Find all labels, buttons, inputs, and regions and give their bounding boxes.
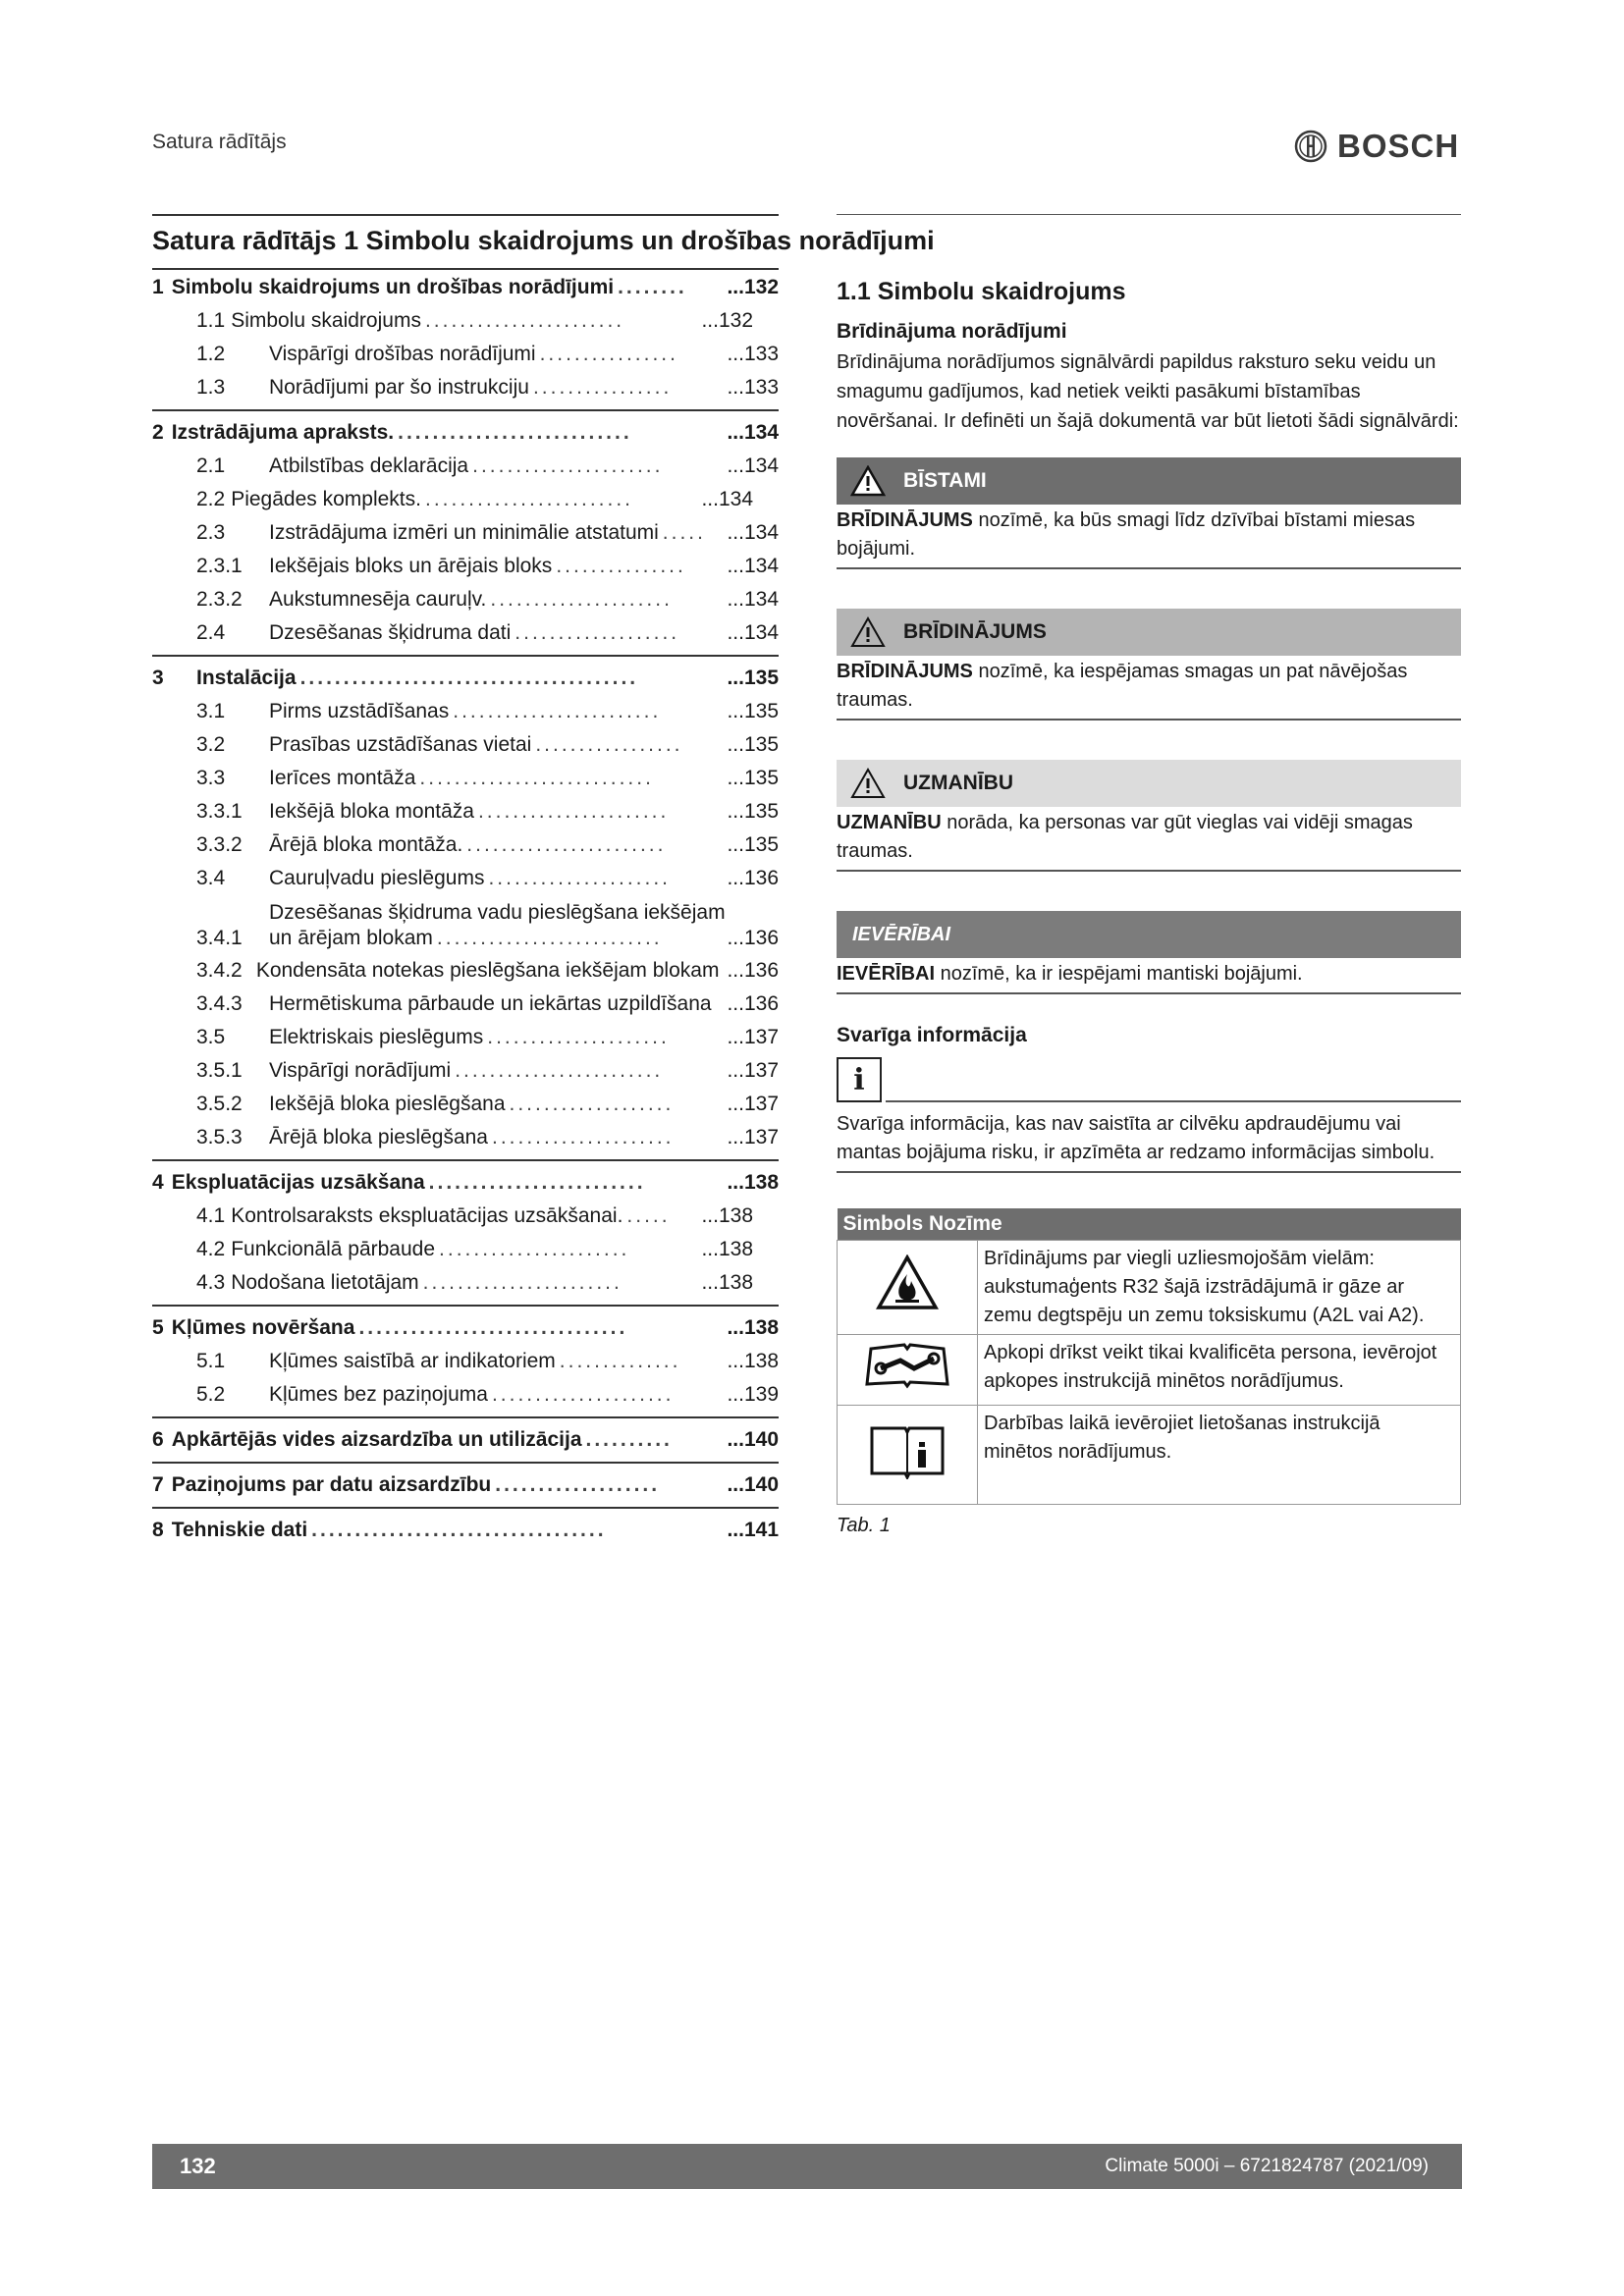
toc-entry-label: Izstrādājuma apraksts.	[171, 421, 395, 444]
toc-entry-label: Kļūmes novēršana	[171, 1316, 355, 1339]
toc-entry[interactable]	[152, 1053, 779, 1087]
toc-entry-number: 1.2	[196, 343, 226, 365]
toc-entry[interactable]	[152, 449, 779, 482]
toc-entry-number: 3.3	[196, 767, 226, 789]
toc-entry-number: 3.5.3	[196, 1126, 243, 1148]
toc-leader-dots: .................	[535, 733, 683, 756]
toc-entry-label: Ekspluatācijas uzsākšana	[171, 1171, 425, 1194]
warnings-intro: Brīdinājuma norādījumos signālvārdi papildus raksturo seku veidu un smagumu gadījumos, kad netiek veikti pasākumi bīstamības novēršanai. Ir definēti un šajā dokumentā var būt lietoti šādi signālvārdi:	[837, 351, 1459, 432]
toc-entry-label: Paziņojums par datu aizsardzību	[171, 1473, 492, 1496]
danger-label: BĪSTAMI	[903, 469, 987, 492]
toc-leader-dots: .......................	[422, 1271, 623, 1294]
toc-leader-dots: .....................	[490, 588, 673, 611]
toc-entry-page: ...132	[727, 276, 779, 298]
toc-entry[interactable]	[152, 370, 779, 403]
toc-leader-dots: ......................	[439, 1238, 630, 1260]
toc-entry-label: Hermētiskuma pārbaude un iekārtas uzpildīšana	[269, 992, 712, 1015]
toc-entry[interactable]	[152, 1377, 779, 1411]
toc-entry-number: 2.2	[196, 488, 226, 510]
toc-leader-dots: ................	[532, 376, 673, 399]
info-symbol-row	[837, 1057, 1461, 1102]
toc-entry-number: 2.3.1	[196, 555, 243, 577]
toc-entry[interactable]	[152, 1020, 779, 1053]
toc-entry-number: 3.4.2	[196, 959, 243, 982]
toc-leader-dots: ........	[618, 276, 687, 298]
symbol-table-header: Simbols Nozīme	[838, 1208, 1461, 1241]
toc-leader-dots: ..........................	[436, 927, 663, 949]
toc-entry-number: 3.5.1	[196, 1059, 243, 1082]
toc-entry-page: ...134	[727, 521, 779, 544]
danger-bar	[837, 457, 1461, 505]
caution-label: UZMANĪBU	[903, 772, 1013, 794]
toc-entry[interactable]	[152, 761, 779, 794]
toc-entry-page: ...141	[727, 1519, 779, 1541]
toc-entry-number: 5.2	[196, 1383, 226, 1406]
toc-entry-page: ...134	[727, 555, 779, 577]
toc-leader-dots: .....................	[491, 1383, 675, 1406]
toc-entry-page: ...135	[727, 800, 779, 823]
toc-entry-number: 4	[152, 1171, 164, 1194]
toc-entry-label-cont: un ārējam blokam	[269, 927, 433, 949]
toc-entry-page: ...135	[727, 733, 779, 756]
toc-entry-label: Dzesēšanas šķidruma dati	[269, 621, 512, 644]
toc-entry-page: ...137	[727, 1126, 779, 1148]
toc-entry-label: Vispārīgi norādījumi	[269, 1059, 452, 1082]
toc-entry[interactable]	[152, 515, 779, 549]
toc-entry-page: ...132	[701, 309, 753, 332]
toc-leader-dots: ................	[539, 343, 678, 365]
warning-text: BRĪDINĀJUMS nozīmē, ka iespējamas smagas un pat nāvējošas traumas.	[837, 658, 1461, 721]
toc-entry-page: ...134	[727, 454, 779, 477]
toc-entry-label: Kontrolsaraksts ekspluatācijas uzsākšanai.	[231, 1204, 623, 1227]
toc-entry-number: 2	[152, 421, 164, 444]
table-cell-text: Darbības laikā ievērojiet lietošanas instrukcijā minētos norādījumus.	[978, 1406, 1461, 1505]
toc-leader-dots: ......................	[472, 454, 664, 477]
toc-leader-dots: .......................	[466, 833, 667, 856]
toc-entry-label: Pirms uzstādīšanas	[269, 700, 450, 722]
toc-entry-page: ...136	[727, 959, 779, 982]
info-icon: i	[837, 1057, 882, 1102]
toc-entry-label: Ierīces montāža	[269, 767, 416, 789]
warning-triangle-icon	[850, 465, 886, 497]
toc-entry[interactable]	[152, 415, 779, 449]
toc-entry[interactable]	[152, 1120, 779, 1153]
toc-entry-label: Ārējā bloka montāža.	[269, 833, 463, 856]
toc-entry-page: ...140	[727, 1473, 779, 1496]
toc-entry-number: 3.2	[196, 733, 226, 756]
warning-triangle-icon	[850, 616, 886, 648]
flammable-warning-icon	[876, 1255, 939, 1311]
warning-label: BRĪDINĀJUMS	[903, 620, 1047, 643]
toc-entry-page: ...134	[727, 588, 779, 611]
toc-entry-number: 3.4.3	[196, 992, 243, 1015]
toc-entry[interactable]	[152, 615, 779, 649]
toc-entry-page: ...135	[727, 767, 779, 789]
toc-entry-label: Tehniskie dati	[171, 1519, 308, 1541]
toc-entry-number: 3.3.1	[196, 800, 243, 823]
toc-entry-label: Nodošana lietotājam	[231, 1271, 419, 1294]
toc-entry-number: 7	[152, 1473, 164, 1496]
caution-text: UZMANĪBU norāda, ka personas var gūt vieglas vai vidēji smagas traumas.	[837, 809, 1461, 872]
toc-entry[interactable]	[152, 727, 779, 761]
warning-triangle-icon	[850, 768, 886, 799]
bosch-logo	[1294, 126, 1459, 167]
toc-list	[152, 270, 779, 1546]
toc-entry-page: ...137	[727, 1026, 779, 1048]
toc-entry[interactable]	[152, 953, 779, 987]
toc-entry-page: ...137	[727, 1093, 779, 1115]
footer-bar	[152, 2144, 1462, 2189]
toc-entry-number: 3.4.1	[196, 927, 243, 949]
toc-entry[interactable]	[152, 482, 779, 515]
toc-entry-number: 8	[152, 1519, 164, 1541]
toc-leader-dots: .....................	[488, 867, 671, 889]
toc-entry-label: Funkcionālā pārbaude	[231, 1238, 436, 1260]
toc-leader-dots: ..........	[585, 1428, 673, 1451]
info-text: Svarīga informācija, kas nav saistīta ar cilvēku apdraudējumu vai mantas bojājuma risku, ir apzīmēta ar redzamo informācijas simbolu.	[837, 1110, 1461, 1173]
toc-entry-page: ...138	[701, 1204, 753, 1227]
toc-entry-label: Simbolu skaidrojums un drošības norādījumi	[171, 276, 615, 298]
toc-entry-page: ...134	[701, 488, 753, 510]
toc-leader-dots: .....................	[491, 1126, 675, 1148]
toc-entry[interactable]	[152, 549, 779, 582]
toc-entry-label: Elektriskais pieslēgums	[269, 1026, 484, 1048]
toc-entry-label: Dzesēšanas šķidruma vadu pieslēgšana iekšējam	[269, 901, 726, 924]
operating-manual-icon	[868, 1422, 947, 1479]
header-title: Satura rādītājs	[152, 131, 287, 153]
toc-entry-number: 4.1	[196, 1204, 226, 1227]
warnings-heading: Brīdinājuma norādījumi	[837, 320, 1067, 343]
toc-entry[interactable]	[152, 1468, 779, 1501]
toc-entry-number: 3	[152, 667, 164, 689]
toc-entry-page: ...136	[727, 992, 779, 1015]
toc-entry-number: 3.4	[196, 867, 226, 889]
toc-entry-page: ...134	[727, 421, 779, 444]
toc-entry[interactable]	[152, 694, 779, 727]
toc-entry-number: 2.1	[196, 454, 226, 477]
toc-leader-dots: .....	[662, 521, 706, 544]
toc-entry-label: Piegādes komplekts.	[231, 488, 421, 510]
toc-entry-label: Izstrādājuma izmēri un minimālie atstatumi	[269, 521, 659, 544]
notice-text: IEVĒRĪBAI nozīmē, ka ir iespējami mantiski bojājumi.	[837, 960, 1461, 994]
toc-entry-label: Instalācija	[196, 667, 297, 689]
symbol-explanation-column	[837, 214, 1461, 1537]
toc-entry-number: 1.1	[196, 309, 226, 332]
toc-entry-label: Iekšējā bloka pieslēgšana	[269, 1093, 506, 1115]
toc-entry-page: ...135	[727, 700, 779, 722]
toc-entry[interactable]	[152, 661, 779, 694]
info-heading: Svarīga informācija	[837, 1024, 1027, 1046]
toc-leader-dots: ...........................	[398, 421, 632, 444]
toc-entry-number: 3.3.2	[196, 833, 243, 856]
toc-entry-number: 6	[152, 1428, 164, 1451]
toc-entry-number: 1	[152, 276, 164, 298]
toc-leader-dots: ...............	[556, 555, 686, 577]
toc-entry-page: ...138	[727, 1316, 779, 1339]
toc-entry[interactable]	[152, 1513, 779, 1546]
page-number: 132	[180, 2154, 216, 2178]
brand-name: BOSCH	[1337, 128, 1460, 164]
toc-entry-number: 2.3	[196, 521, 226, 544]
toc-entry-number: 1.3	[196, 376, 226, 399]
toc-leader-dots: ........................	[455, 1059, 664, 1082]
toc-entry-label: Kondensāta notekas pieslēgšana iekšējam blokam	[255, 959, 720, 982]
toc-entry-page: ...133	[727, 343, 779, 365]
toc-entry[interactable]	[152, 1422, 779, 1456]
toc-entry-label: Kļūmes saistībā ar indikatoriem	[269, 1350, 556, 1372]
toc-leader-dots: ...................	[495, 1473, 661, 1496]
toc-entry-page: ...135	[727, 833, 779, 856]
toc-entry-label: Vispārīgi drošības norādījumi	[269, 343, 536, 365]
toc-entry-label: Iekšējā bloka montāža	[269, 800, 474, 823]
toc-entry-page: ...138	[701, 1271, 753, 1294]
service-manual-icon	[865, 1339, 949, 1392]
toc-entry-number: 5.1	[196, 1350, 226, 1372]
toc-title: Satura rādītājs 1 Simbolu skaidrojums un drošības norādījumi	[152, 226, 935, 255]
toc-entry-page: ...140	[727, 1428, 779, 1451]
toc-entry-label: Apkārtējās vides aizsardzība un utilizācija	[171, 1428, 582, 1451]
caution-bar	[837, 760, 1461, 807]
toc-leader-dots: .......................................	[299, 667, 639, 689]
toc-entry-page: ...138	[727, 1350, 779, 1372]
toc-leader-dots: ...................	[514, 621, 680, 644]
toc-entry[interactable]	[152, 1265, 779, 1299]
symbol-table	[837, 1208, 1461, 1505]
toc-entry-page: ...138	[727, 1171, 779, 1194]
toc-entry-number: 4.2	[196, 1238, 226, 1260]
table-row	[838, 1406, 1461, 1505]
toc-entry-number: 2.4	[196, 621, 226, 644]
toc-entry-label: Ārējā bloka pieslēgšana	[269, 1126, 488, 1148]
toc-entry-label: Simbolu skaidrojums	[231, 309, 421, 332]
toc-entry[interactable]	[152, 1344, 779, 1377]
table-row	[838, 1335, 1461, 1406]
toc-entry-label: Prasības uzstādīšanas vietai	[269, 733, 532, 756]
toc-entry-page: ...135	[727, 667, 779, 689]
toc-entry[interactable]	[152, 894, 779, 953]
toc-entry-number: 3.5	[196, 1026, 226, 1048]
toc-entry-number: 2.3.2	[196, 588, 243, 611]
toc-entry[interactable]	[152, 1232, 779, 1265]
toc-leader-dots: .....................	[487, 1026, 670, 1048]
toc-entry[interactable]	[152, 1199, 779, 1232]
toc-leader-dots: .....	[626, 1204, 671, 1227]
toc-entry-page: ...133	[727, 376, 779, 399]
toc-leader-dots: ...............................	[358, 1316, 628, 1339]
toc-leader-dots: ..................................	[311, 1519, 607, 1541]
notice-label: IEVĒRĪBAI	[852, 923, 951, 945]
danger-text: BRĪDINĀJUMS nozīmē, ka būs smagi līdz dzīvībai bīstami miesas bojājumi.	[837, 507, 1461, 569]
section-title: 1.1 Simbolu skaidrojums	[837, 278, 1126, 305]
toc-leader-dots: .......................	[424, 309, 625, 332]
toc-entry-label: Cauruļvadu pieslēgums	[269, 867, 485, 889]
toc-entry-page: ...138	[701, 1238, 753, 1260]
toc-entry-page: ...134	[727, 621, 779, 644]
toc-entry-number: 4.3	[196, 1271, 226, 1294]
table-row	[838, 1241, 1461, 1335]
toc-entry[interactable]	[152, 337, 779, 370]
toc-leader-dots: ........................	[424, 488, 634, 510]
table-cell-text: Apkopi drīkst veikt tikai kvalificēta persona, ievērojot apkopes instrukcijā minētos norādījumus.	[978, 1335, 1461, 1406]
toc-entry-label: Iekšējais bloks un ārējais bloks	[269, 555, 553, 577]
toc-entry[interactable]	[152, 1087, 779, 1120]
toc-leader-dots: ...........................	[419, 767, 654, 789]
toc-entry[interactable]	[152, 828, 779, 861]
toc-entry-label: Aukstumnesēja cauruļv.	[269, 588, 487, 611]
toc-entry[interactable]	[152, 1165, 779, 1199]
toc-entry-label: Norādījumi par šo instrukciju	[269, 376, 529, 399]
toc-leader-dots: ......................	[477, 800, 670, 823]
toc-entry-number: 3.1	[196, 700, 226, 722]
toc-entry-label: Kļūmes bez paziņojuma	[269, 1383, 488, 1406]
toc-entry-page: ...136	[727, 867, 779, 889]
document-id: Climate 5000i – 6721824787 (2021/09)	[1105, 2156, 1429, 2176]
notice-bar	[837, 911, 1461, 958]
table-cell-text: Brīdinājums par viegli uzliesmojošām vielām: aukstumaģents R32 šajā izstrādājumā ir gāze ar zemu degtspēju un zemu toksiskumu (A2L vai A2).	[978, 1241, 1461, 1335]
toc-entry-page: ...136	[727, 927, 779, 949]
warning-bar	[837, 609, 1461, 656]
toc-entry[interactable]	[152, 270, 779, 303]
bosch-armature-icon	[1294, 130, 1327, 163]
toc-entry[interactable]	[152, 303, 779, 337]
toc-entry-number: 3.5.2	[196, 1093, 243, 1115]
toc-leader-dots: ..............	[559, 1350, 681, 1372]
toc-entry[interactable]	[152, 794, 779, 828]
toc-leader-dots: ........................	[453, 700, 662, 722]
table-caption: Tab. 1	[837, 1515, 891, 1536]
toc-leader-dots: .........................	[428, 1171, 646, 1194]
toc-entry[interactable]	[152, 582, 779, 615]
toc-leader-dots: ...................	[509, 1093, 675, 1115]
toc-entry-page: ...137	[727, 1059, 779, 1082]
toc-entry[interactable]	[152, 987, 779, 1020]
toc-entry[interactable]	[152, 1310, 779, 1344]
toc-entry-label: Atbilstības deklarācija	[269, 454, 469, 477]
toc-entry-number: 5	[152, 1316, 164, 1339]
toc-entry[interactable]	[152, 861, 779, 894]
toc-entry-page: ...139	[727, 1383, 779, 1406]
